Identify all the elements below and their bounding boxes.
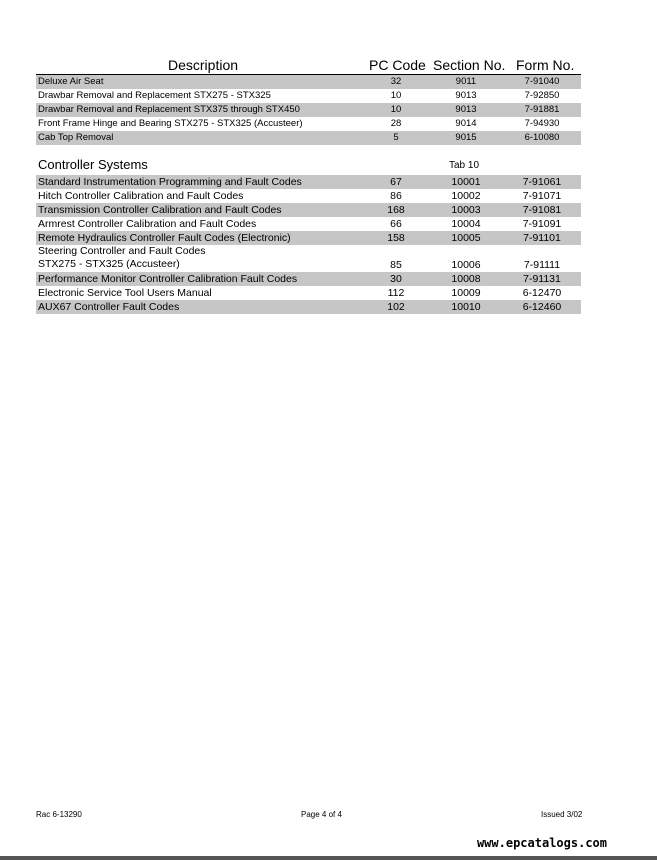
row-form-no: 6-10080 (524, 132, 560, 143)
table-row (36, 272, 581, 286)
table-row (36, 131, 581, 145)
row-pc-code: 102 (387, 301, 405, 313)
table-row (36, 175, 581, 189)
row-pc-code: 28 (390, 118, 402, 129)
row-description: Standard Instrumentation Programming and Fault Codes (38, 176, 302, 188)
row-description: Armrest Controller Calibration and Fault Codes (38, 218, 257, 230)
row-pc-code: 10 (390, 90, 402, 101)
row-section-no: 10003 (451, 204, 481, 216)
table-row (36, 245, 581, 272)
row-form-no: 7-91111 (523, 259, 561, 271)
row-description: Deluxe Air Seat (38, 76, 104, 87)
row-section-no: 9015 (455, 132, 477, 143)
row-description: Drawbar Removal and Replacement STX375 through STX450 (38, 104, 300, 115)
row-form-no: 7-91101 (523, 232, 561, 244)
row-description: Hitch Controller Calibration and Fault Codes (38, 190, 244, 202)
row-pc-code: 85 (390, 259, 402, 271)
row-section-no: 9014 (455, 118, 477, 129)
row-description: Electronic Service Tool Users Manual (38, 287, 212, 299)
column-header-form-no: Form No. (516, 57, 575, 73)
row-form-no: 7-91131 (523, 273, 561, 285)
table-row (36, 75, 581, 89)
row-pc-code: 10 (390, 104, 402, 115)
row-form-no: 7-94930 (524, 118, 560, 129)
row-description: AUX67 Controller Fault Codes (38, 301, 180, 313)
table-row (36, 203, 581, 217)
row-pc-code: 67 (390, 176, 402, 188)
row-description: Cab Top Removal (38, 132, 114, 143)
row-description (38, 245, 206, 271)
watermark: www.epcatalogs.com (476, 836, 607, 850)
row-section-no: 10008 (451, 273, 481, 285)
row-pc-code: 168 (387, 204, 405, 216)
row-pc-code: 5 (393, 132, 399, 143)
table-row (36, 189, 581, 203)
row-form-no: 7-91881 (524, 104, 560, 115)
row-section-no: 10006 (451, 259, 481, 271)
column-header-section-no: Section No. (433, 57, 506, 73)
row-pc-code: 112 (387, 287, 405, 299)
row-section-no: 9013 (455, 104, 477, 115)
bottom-bar (0, 856, 657, 860)
row-pc-code: 32 (390, 76, 402, 87)
row-section-no: 9013 (455, 90, 477, 101)
row-pc-code: 158 (387, 232, 405, 244)
row-form-no: 6-12460 (522, 301, 562, 313)
table-row (36, 217, 581, 231)
row-pc-code: 86 (390, 190, 402, 202)
row-description: Transmission Controller Calibration and Fault Codes (38, 204, 282, 216)
row-pc-code: 66 (390, 218, 402, 230)
column-header-pc-code: PC Code (369, 57, 426, 73)
table-row (36, 103, 581, 117)
row-form-no: 7-91071 (522, 190, 562, 202)
row-section-no: 10005 (451, 232, 481, 244)
row-form-no: 7-92850 (524, 90, 560, 101)
row-pc-code: 30 (390, 273, 402, 285)
row-form-no: 7-91091 (522, 218, 562, 230)
row-description: Performance Monitor Controller Calibration Fault Codes (38, 273, 298, 285)
row-form-no: 7-91061 (522, 176, 562, 188)
table-row (36, 286, 581, 300)
column-header-description: Description (168, 57, 239, 73)
row-description-line1: Steering Controller and Fault Codes (38, 245, 206, 257)
table-row (36, 89, 581, 103)
row-form-no: 6-12470 (522, 287, 562, 299)
row-section-no: 10004 (451, 218, 481, 230)
row-section-no: 10002 (451, 190, 481, 202)
table-row (36, 231, 581, 245)
row-section-no: 9011 (455, 76, 477, 87)
table-row (36, 300, 581, 314)
row-form-no: 7-91040 (524, 76, 560, 87)
table-row (36, 117, 581, 131)
footer-issue-date: Issued 3/02 (541, 810, 583, 819)
row-section-no: 10001 (451, 176, 481, 188)
row-description: Drawbar Removal and Replacement STX275 - STX325 (38, 90, 271, 101)
row-section-no: 10010 (451, 301, 481, 313)
row-description-line2: STX275 - STX325 (Accusteer) (38, 258, 180, 270)
row-description: Front Frame Hinge and Bearing STX275 - STX325 (Accusteer) (38, 118, 303, 129)
section-title: Controller Systems (38, 157, 148, 172)
footer-page-number: Page 4 of 4 (301, 810, 342, 819)
row-section-no: 10009 (451, 287, 481, 299)
footer-form-number: Rac 6-13290 (36, 810, 82, 819)
tab-label: Tab 10 (449, 160, 480, 171)
row-description: Remote Hydraulics Controller Fault Codes (Electronic) (38, 232, 291, 244)
row-form-no: 7-91081 (522, 204, 562, 216)
